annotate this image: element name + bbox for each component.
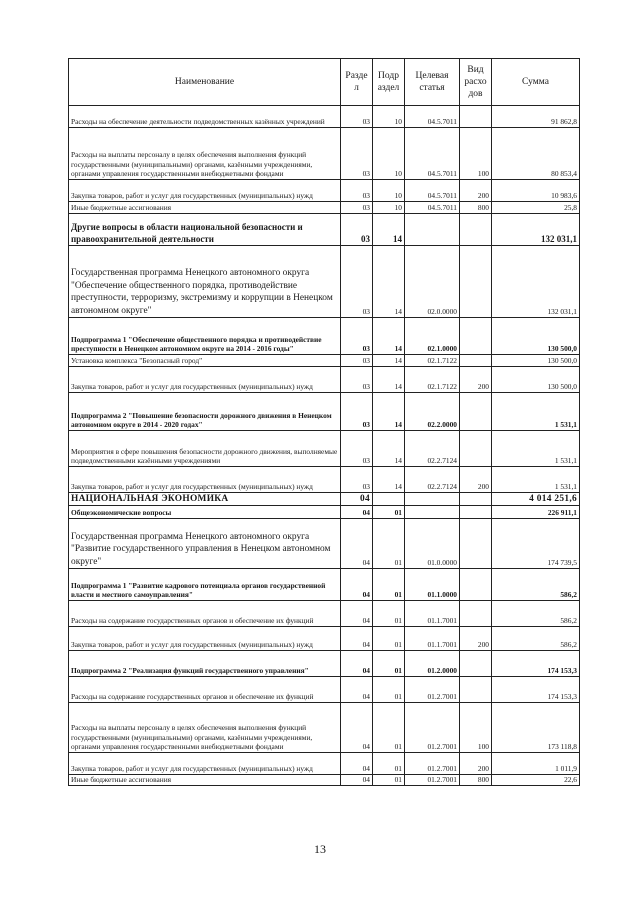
- cell-target: 01.1.0000: [405, 569, 460, 601]
- cell-target: 01.2.7001: [405, 703, 460, 753]
- table-row: [69, 393, 580, 431]
- cell-podrazdel: 01: [373, 519, 405, 569]
- cell-sum: 1 531,1: [492, 393, 580, 431]
- table-row: [69, 703, 580, 753]
- cell-razdel: 03: [341, 214, 373, 246]
- cell-target: 02.1.7122: [405, 355, 460, 367]
- table-row: [69, 318, 580, 355]
- cell-sum: 1 011,9: [492, 753, 580, 775]
- header-target: Целевая статья: [405, 59, 460, 106]
- cell-target: 02.2.0000: [405, 393, 460, 431]
- table-body: [69, 106, 580, 786]
- cell-podrazdel: [373, 493, 405, 506]
- cell-sum: 1 531,1: [492, 431, 580, 467]
- cell-razdel: 03: [341, 318, 373, 355]
- cell-name: Закупка товаров, работ и услуг для государственных (муниципальных) нужд: [69, 467, 341, 493]
- table-row: [69, 355, 580, 367]
- table-row: [69, 506, 580, 519]
- cell-target: 01.2.7001: [405, 775, 460, 786]
- table-row: [69, 202, 580, 214]
- cell-vid: 200: [460, 753, 492, 775]
- table-header-row: [69, 59, 580, 106]
- cell-vid: [460, 493, 492, 506]
- cell-target: [405, 506, 460, 519]
- cell-vid: [460, 214, 492, 246]
- cell-podrazdel: 14: [373, 393, 405, 431]
- cell-sum: 132 031,1: [492, 214, 580, 246]
- cell-podrazdel: 14: [373, 246, 405, 318]
- table-row: [69, 106, 580, 128]
- cell-podrazdel: 01: [373, 753, 405, 775]
- cell-sum: 586,2: [492, 601, 580, 627]
- cell-name: Подпрограмма 2 "Реализация функций государственного управления": [69, 651, 341, 677]
- cell-target: 01.0.0000: [405, 519, 460, 569]
- cell-vid: [460, 393, 492, 431]
- cell-podrazdel: 01: [373, 775, 405, 786]
- cell-podrazdel: 10: [373, 106, 405, 128]
- cell-vid: 200: [460, 627, 492, 651]
- cell-razdel: 03: [341, 128, 373, 180]
- header-vid: Вид расхо дов: [460, 59, 492, 106]
- cell-razdel: 04: [341, 627, 373, 651]
- cell-sum: 91 862,8: [492, 106, 580, 128]
- cell-podrazdel: 01: [373, 601, 405, 627]
- cell-name: Расходы на обеспечение деятельности подведомственных казённых учреждений: [69, 106, 341, 128]
- cell-sum: 586,2: [492, 627, 580, 651]
- cell-target: 04.5.7011: [405, 128, 460, 180]
- cell-vid: 100: [460, 128, 492, 180]
- cell-razdel: 03: [341, 467, 373, 493]
- table-row: [69, 493, 580, 506]
- cell-name: Расходы на выплаты персоналу в целях обеспечения выполнения функций государственными (муниципальными) органами, казёнными учреждениями, органами управления государственными внебюджетными фондами: [69, 128, 341, 180]
- cell-name: Мероприятия в сфере повышения безопасности дорожного движения, выполняемые подведомственными казёнными учреждениями: [69, 431, 341, 467]
- cell-sum: 25,8: [492, 202, 580, 214]
- cell-sum: 173 118,8: [492, 703, 580, 753]
- cell-target: [405, 214, 460, 246]
- table-row: [69, 367, 580, 393]
- cell-target: 02.2.7124: [405, 431, 460, 467]
- table-row: [69, 519, 580, 569]
- cell-sum: 132 031,1: [492, 246, 580, 318]
- cell-name: Закупка товаров, работ и услуг для государственных (муниципальных) нужд: [69, 627, 341, 651]
- cell-razdel: 03: [341, 202, 373, 214]
- header-sum: Сумма: [492, 59, 580, 106]
- header-razdel: Разде л: [341, 59, 373, 106]
- cell-podrazdel: 01: [373, 703, 405, 753]
- cell-name: Закупка товаров, работ и услуг для государственных (муниципальных) нужд: [69, 753, 341, 775]
- cell-razdel: 03: [341, 246, 373, 318]
- cell-podrazdel: 01: [373, 506, 405, 519]
- cell-podrazdel: 14: [373, 367, 405, 393]
- cell-podrazdel: 14: [373, 431, 405, 467]
- cell-vid: [460, 355, 492, 367]
- cell-target: 01.1.7001: [405, 627, 460, 651]
- cell-vid: [460, 569, 492, 601]
- cell-sum: 130 500,0: [492, 367, 580, 393]
- cell-razdel: 04: [341, 493, 373, 506]
- cell-vid: [460, 506, 492, 519]
- cell-razdel: 04: [341, 569, 373, 601]
- cell-podrazdel: 01: [373, 677, 405, 703]
- cell-sum: 174 739,5: [492, 519, 580, 569]
- cell-razdel: 04: [341, 506, 373, 519]
- cell-target: 01.2.0000: [405, 651, 460, 677]
- cell-name: Расходы на содержание государственных органов и обеспечение их функций: [69, 601, 341, 627]
- cell-target: 01.1.7001: [405, 601, 460, 627]
- cell-name: Государственная программа Ненецкого автономного округа "Развитие государственного управления в Ненецком автономном округе": [69, 519, 341, 569]
- cell-vid: 200: [460, 367, 492, 393]
- cell-razdel: 03: [341, 180, 373, 202]
- page-number: 13: [314, 842, 326, 856]
- cell-podrazdel: 10: [373, 180, 405, 202]
- table-row: [69, 214, 580, 246]
- cell-sum: 4 014 251,6: [492, 493, 580, 506]
- cell-name: Иные бюджетные ассигнования: [69, 202, 341, 214]
- cell-name: Закупка товаров, работ и услуг для государственных (муниципальных) нужд: [69, 180, 341, 202]
- cell-razdel: 04: [341, 519, 373, 569]
- cell-name: Расходы на содержание государственных органов и обеспечение их функций: [69, 677, 341, 703]
- cell-vid: 100: [460, 703, 492, 753]
- table-row: [69, 651, 580, 677]
- cell-sum: 226 911,1: [492, 506, 580, 519]
- header-podrazdel: Подр аздел: [373, 59, 405, 106]
- cell-name: НАЦИОНАЛЬНАЯ ЭКОНОМИКА: [69, 493, 341, 506]
- cell-target: 04.5.7011: [405, 180, 460, 202]
- cell-name: Установка комплекса "Безопасный город": [69, 355, 341, 367]
- cell-razdel: 04: [341, 703, 373, 753]
- cell-vid: 800: [460, 775, 492, 786]
- cell-podrazdel: 14: [373, 318, 405, 355]
- cell-sum: 80 853,4: [492, 128, 580, 180]
- cell-sum: 22,6: [492, 775, 580, 786]
- cell-target: 01.2.7001: [405, 677, 460, 703]
- cell-vid: 200: [460, 180, 492, 202]
- cell-vid: [460, 519, 492, 569]
- cell-sum: 1 531,1: [492, 467, 580, 493]
- header-name: Наименование: [69, 59, 341, 106]
- table-row: [69, 753, 580, 775]
- cell-razdel: 04: [341, 753, 373, 775]
- cell-target: 02.1.0000: [405, 318, 460, 355]
- cell-name: Общеэкономические вопросы: [69, 506, 341, 519]
- cell-vid: 200: [460, 467, 492, 493]
- cell-sum: 586,2: [492, 569, 580, 601]
- budget-sheet: [68, 58, 579, 786]
- table-row: [69, 569, 580, 601]
- cell-name: Расходы на выплаты персоналу в целях обеспечения выполнения функций государственными (муниципальными) органами, казёнными учреждениями, органами управления государственными внебюджетными фондами: [69, 703, 341, 753]
- cell-podrazdel: 01: [373, 651, 405, 677]
- cell-sum: 130 500,0: [492, 318, 580, 355]
- cell-sum: 174 153,3: [492, 677, 580, 703]
- cell-name: Иные бюджетные ассигнования: [69, 775, 341, 786]
- cell-sum: 130 500,0: [492, 355, 580, 367]
- cell-razdel: 03: [341, 367, 373, 393]
- cell-target: 02.2.7124: [405, 467, 460, 493]
- cell-name: Подпрограмма 2 "Повышение безопасности дорожного движения в Ненецком автономном округе в 2014 - 2020 годах": [69, 393, 341, 431]
- cell-razdel: 03: [341, 355, 373, 367]
- table-row: [69, 180, 580, 202]
- cell-vid: [460, 318, 492, 355]
- cell-podrazdel: 10: [373, 128, 405, 180]
- table-row: [69, 128, 580, 180]
- table-row: [69, 775, 580, 786]
- cell-vid: [460, 246, 492, 318]
- cell-razdel: 04: [341, 601, 373, 627]
- cell-name: Подпрограмма 1 "Развитие кадрового потенциала органов государственной власти и местного самоуправления": [69, 569, 341, 601]
- table-row: [69, 246, 580, 318]
- cell-name: Государственная программа Ненецкого автономного округа "Обеспечение общественного порядка, противодействие преступности, терроризму, экстремизму и коррупции в Ненецком автономном округе": [69, 246, 341, 318]
- cell-target: 01.2.7001: [405, 753, 460, 775]
- cell-podrazdel: 01: [373, 569, 405, 601]
- budget-table: [68, 58, 580, 786]
- table-row: [69, 431, 580, 467]
- cell-podrazdel: 14: [373, 467, 405, 493]
- cell-podrazdel: 14: [373, 355, 405, 367]
- table-row: [69, 627, 580, 651]
- cell-name: Закупка товаров, работ и услуг для государственных (муниципальных) нужд: [69, 367, 341, 393]
- cell-vid: [460, 677, 492, 703]
- cell-razdel: 04: [341, 651, 373, 677]
- cell-target: 04.5.7011: [405, 202, 460, 214]
- cell-sum: 10 983,6: [492, 180, 580, 202]
- cell-razdel: 04: [341, 775, 373, 786]
- cell-vid: [460, 651, 492, 677]
- cell-razdel: 03: [341, 431, 373, 467]
- cell-vid: 800: [460, 202, 492, 214]
- cell-target: 02.0.0000: [405, 246, 460, 318]
- cell-target: 04.5.7011: [405, 106, 460, 128]
- cell-razdel: 03: [341, 393, 373, 431]
- cell-name: Подпрограмма 1 "Обеспечение общественного порядка и противодействие преступности в Ненецком автономном округе на 2014 - 2016 годы": [69, 318, 341, 355]
- table-row: [69, 677, 580, 703]
- cell-podrazdel: 10: [373, 202, 405, 214]
- cell-vid: [460, 601, 492, 627]
- cell-podrazdel: 14: [373, 214, 405, 246]
- cell-target: 02.1.7122: [405, 367, 460, 393]
- table-row: [69, 467, 580, 493]
- cell-vid: [460, 106, 492, 128]
- cell-target: [405, 493, 460, 506]
- cell-razdel: 03: [341, 106, 373, 128]
- cell-sum: 174 153,3: [492, 651, 580, 677]
- table-row: [69, 601, 580, 627]
- cell-podrazdel: 01: [373, 627, 405, 651]
- cell-name: Другие вопросы в области национальной безопасности и правоохранительной деятельности: [69, 214, 341, 246]
- cell-vid: [460, 431, 492, 467]
- cell-razdel: 04: [341, 677, 373, 703]
